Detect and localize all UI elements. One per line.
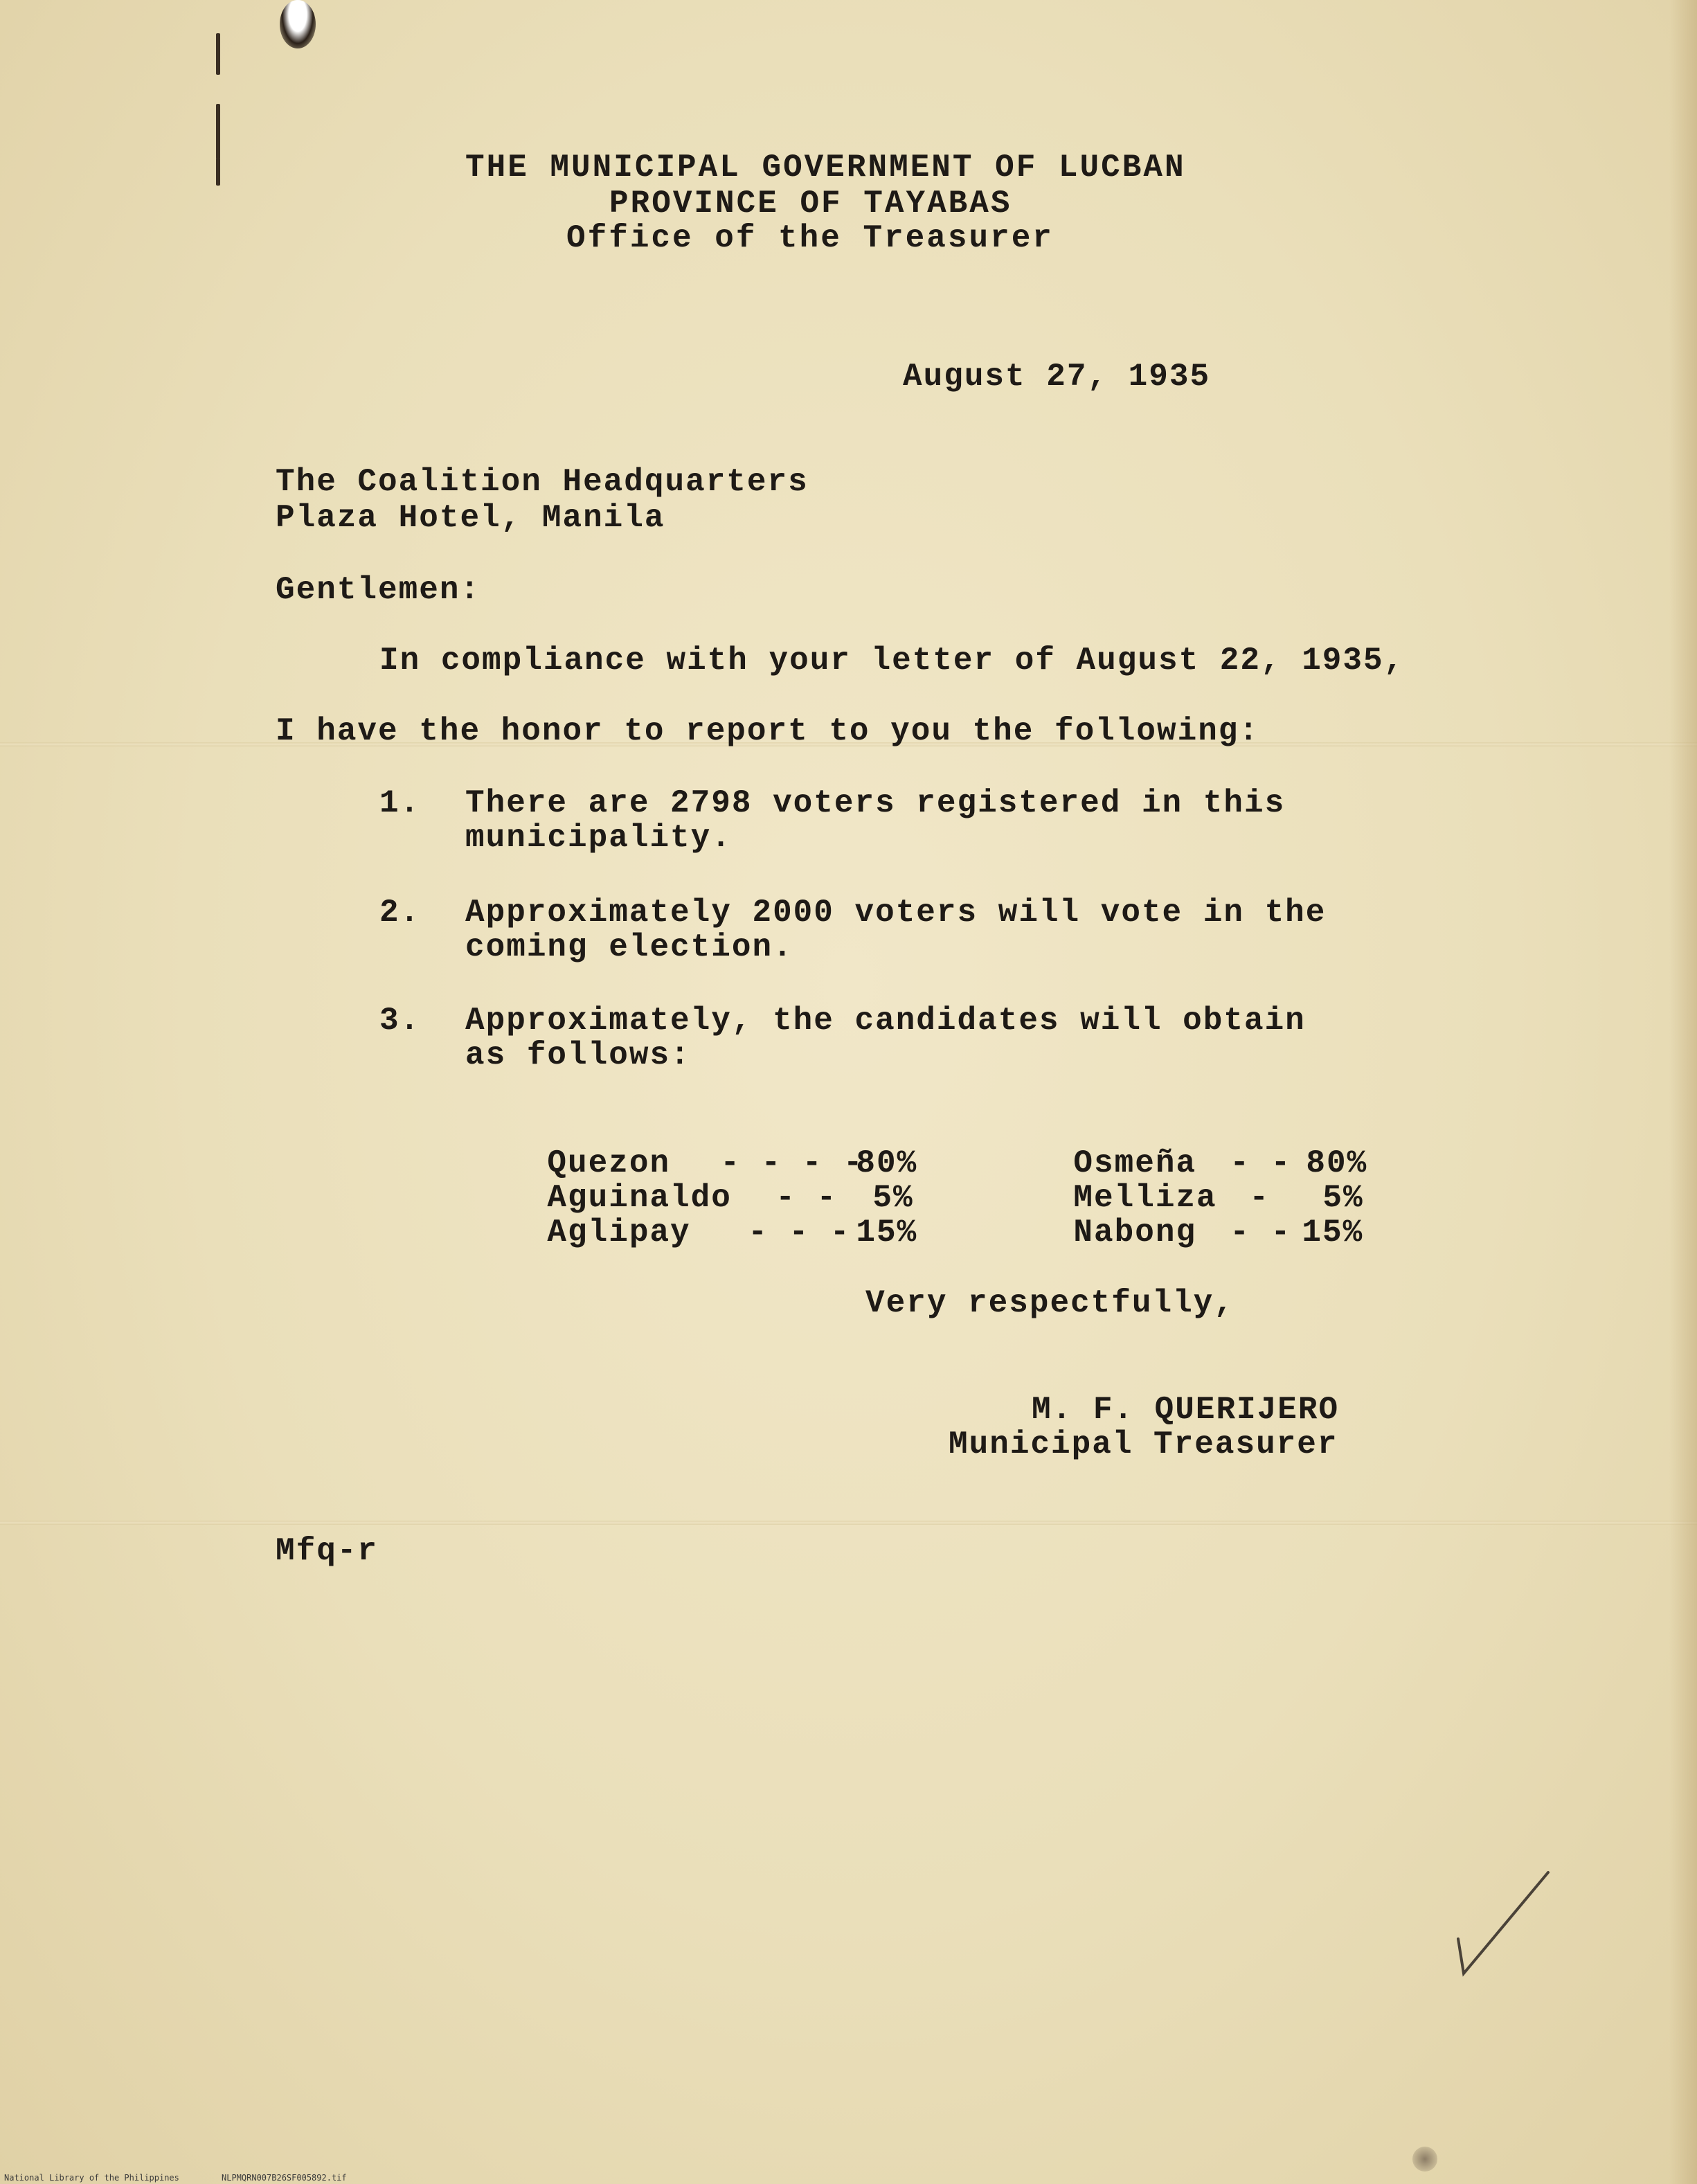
closing: Very respectfully,	[865, 1285, 1234, 1321]
candidate-percentage: 15%	[1302, 1215, 1364, 1251]
paper-fold-line	[0, 1521, 1697, 1525]
item-line: coming election.	[465, 929, 793, 965]
candidate-name: Quezon	[547, 1145, 671, 1181]
letter-date: August 27, 1935	[903, 359, 1211, 395]
punch-hole	[280, 0, 316, 48]
letterhead-line-3: Office of the Treasurer	[566, 220, 1054, 256]
candidate-percentage: 15%	[856, 1215, 918, 1251]
check-mark-icon	[1454, 1870, 1551, 1980]
item-line: Approximately 2000 voters will vote in the	[465, 895, 1327, 931]
candidate-row	[465, 1179, 917, 1287]
letterhead-line-2: PROVINCE OF TAYABAS	[609, 186, 1012, 222]
signatory-name: M. F. QUERIJERO	[1032, 1392, 1340, 1428]
candidate-leader: - - -	[748, 1215, 851, 1251]
letterhead-line-1: THE MUNICIPAL GOVERNMENT OF LUCBAN	[465, 150, 1186, 186]
body-intro-line-2: I have the honor to report to you the following:	[276, 713, 1260, 749]
item-line: municipality.	[465, 820, 732, 856]
candidate-percentage: 5%	[1322, 1180, 1364, 1216]
signatory-title: Municipal Treasurer	[949, 1426, 1338, 1462]
archive-code: NLPMQRN007B26SF005892.tif	[222, 2173, 347, 2183]
candidate-leader: - -	[1230, 1215, 1292, 1251]
item-line: There are 2798 voters registered in this	[465, 785, 1286, 821]
recipient-line-1: The Coalition Headquarters	[276, 464, 809, 500]
item-line: as follows:	[465, 1037, 691, 1073]
candidate-name: Osmeña	[1073, 1145, 1197, 1181]
reference-initials: Mfq-r	[276, 1533, 379, 1569]
candidate-leader: - - - -	[720, 1145, 864, 1181]
paper-edge-shadow	[1669, 0, 1697, 2184]
staple-mark	[216, 104, 220, 159]
item-number: 1.	[379, 785, 421, 821]
candidate-name: Aglipay	[547, 1215, 691, 1251]
archive-footer: National Library of the Philippines	[4, 2173, 179, 2183]
item-number: 3.	[379, 1003, 421, 1039]
body-intro-line-1: In compliance with your letter of August 22, 1935,	[379, 643, 1405, 679]
candidate-leader: - -	[775, 1180, 838, 1216]
candidate-name: Nabong	[1073, 1215, 1197, 1251]
candidate-leader: - -	[1230, 1145, 1292, 1181]
recipient-line-2: Plaza Hotel, Manila	[276, 500, 665, 536]
staple-mark	[216, 158, 220, 186]
salutation: Gentlemen:	[276, 572, 481, 608]
candidate-name: Melliza	[1073, 1180, 1217, 1216]
candidate-row	[991, 1179, 1363, 1287]
item-number: 2.	[379, 895, 421, 931]
item-line: Approximately, the candidates will obtain	[465, 1003, 1306, 1039]
candidate-name: Aguinaldo	[547, 1180, 732, 1216]
candidate-percentage: 80%	[856, 1145, 918, 1181]
candidate-percentage: 80%	[1306, 1145, 1368, 1181]
candidate-leader: -	[1249, 1180, 1270, 1216]
candidate-percentage: 5%	[872, 1180, 914, 1216]
paper-stain	[1412, 2147, 1437, 2172]
staple-mark	[216, 33, 220, 75]
